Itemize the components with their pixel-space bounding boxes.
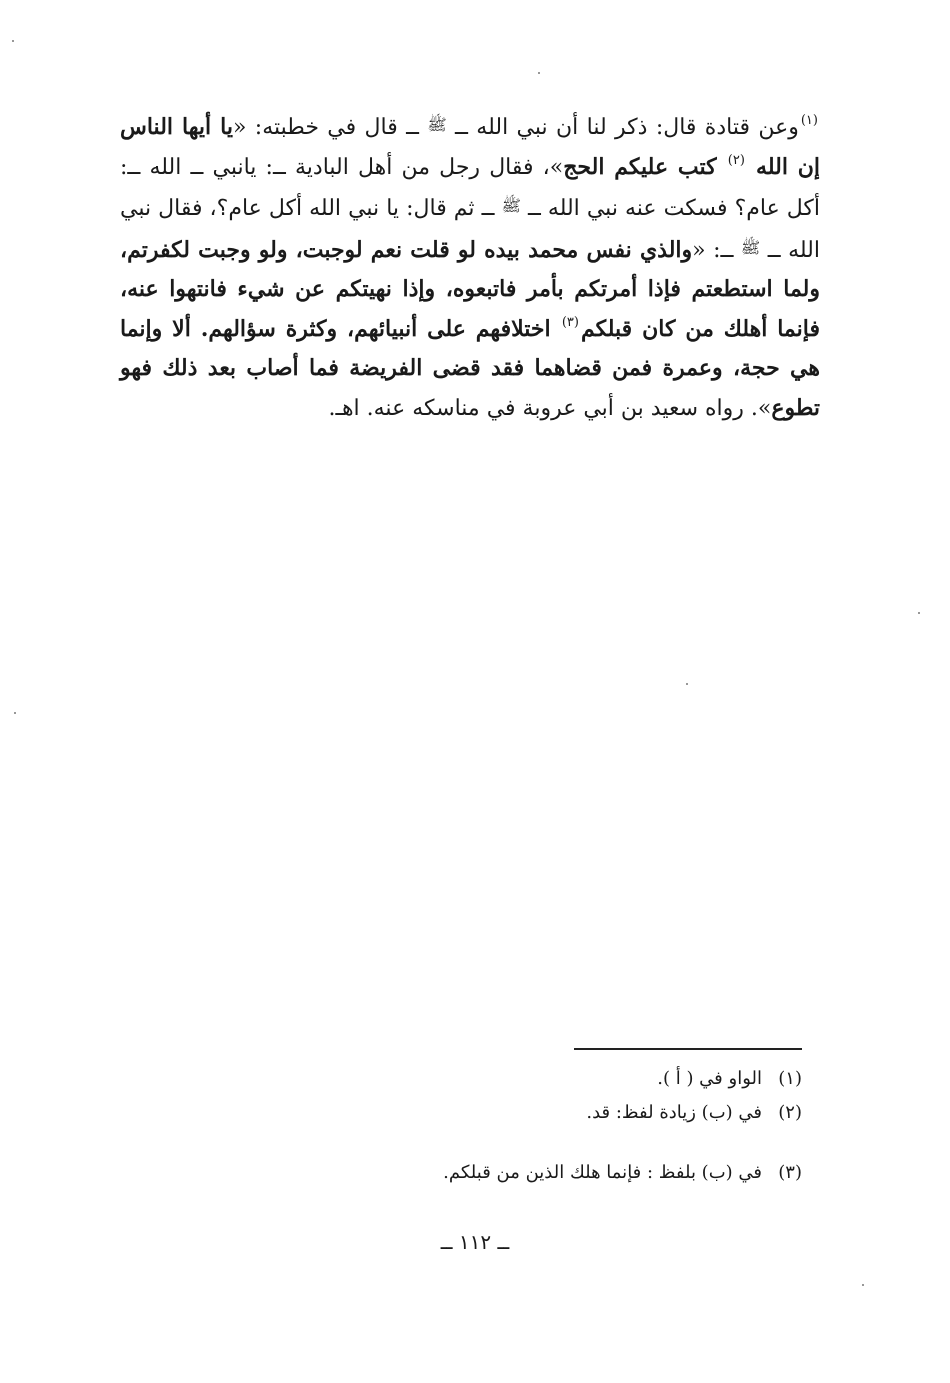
- footnote-2: [122, 1096, 802, 1130]
- hadith-text: كتب عليكم الحج: [563, 153, 717, 180]
- scan-speck: [12, 40, 14, 42]
- scan-speck: [538, 72, 540, 74]
- hadith-text: اختلافهم على أنبيائهم، وكثرة سؤالهم. ألا وإنما هي حجة، وعمرة فمن قضاهما فقد قضى الفريضة فما أصاب بعد ذلك فهو تطوع: [120, 315, 820, 421]
- hadith-text: يا أيها الناس إن الله: [120, 114, 820, 180]
- scan-speck: [14, 712, 16, 714]
- footnotes-section: [122, 1062, 802, 1190]
- footnote-3: [122, 1156, 802, 1190]
- text-segment: ». رواه سعيد بن أبي عروبة في مناسكه عنه. اهـ.: [328, 395, 772, 421]
- scan-speck: [862, 1284, 864, 1286]
- salla-glyph: ﷺ: [740, 237, 761, 257]
- text-segment: »، فقال رجل من أهل البادية ــ: يانبي ــ الله ــ: أكل عام؟ فسكت عنه نبي الله ــ: [120, 154, 820, 221]
- text-segment: ــ قال في خطبته: «: [232, 115, 428, 140]
- salla-glyph: ﷺ: [427, 115, 447, 134]
- page-number: ــ ١١٢ ــ: [440, 1230, 510, 1254]
- footnote-ref-1: (١): [800, 113, 818, 128]
- scan-speck: [686, 683, 688, 685]
- main-paragraph: [120, 106, 820, 428]
- footnote-ref-2: (٢): [727, 152, 745, 168]
- footnote-number: (١): [778, 1068, 802, 1089]
- footnote-text: الواو في ( أ ).: [657, 1068, 762, 1089]
- footnote-ref-3: (٣): [561, 314, 579, 330]
- footnote-text: في (ب) بلفظ : فإنما هلك الذين من قبلكم.: [443, 1162, 762, 1183]
- footnote-text: في (ب) زيادة لفظ: قد.: [586, 1102, 762, 1123]
- salla-glyph: ﷺ: [501, 196, 521, 215]
- footnote-divider: [574, 1048, 802, 1050]
- text-segment: ــ ثم قال: يا نبي الله أكل عام؟، فقال نبي الله ــ: [120, 196, 820, 263]
- text-segment: ــ: «: [692, 237, 741, 263]
- hadith-text: والذي نفس محمد بيده لو قلت نعم لوجبت، ولو وجبت لكفرتم، ولما استطعتم فإذا أمرتكم بأمر فاتبعوه، وإذا نهيتكم عن شيء فانتهوا عنه، فإنما أهلك من كان قبلكم: [120, 236, 820, 342]
- footnote-number: (٢): [778, 1102, 802, 1123]
- scan-speck: [918, 612, 920, 614]
- text-segment: وعن قتادة قال: ذكر لنا أن نبي الله ــ: [446, 115, 799, 140]
- footnote-1: [122, 1062, 802, 1096]
- footnote-number: (٣): [778, 1162, 802, 1183]
